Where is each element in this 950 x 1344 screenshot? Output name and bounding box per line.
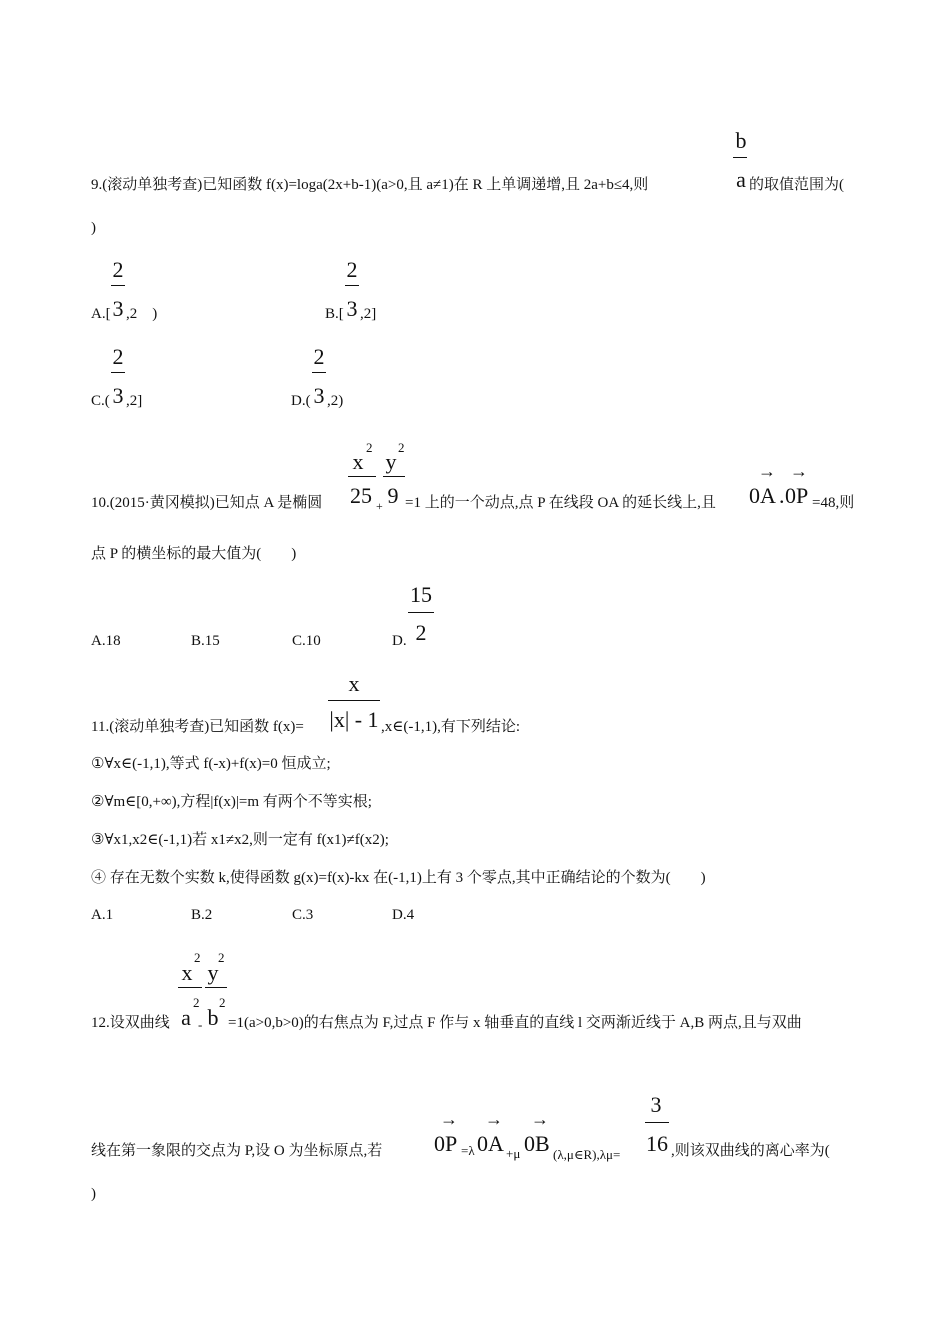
q9-text: 9.(滚动单独考查)已知函数 f(x)=loga(2x+b-1)(a>0,且 a≠1)在 R 上单调递增,且 2a+b≤4,则 <box>91 177 649 193</box>
q10-mid: =1 上的一个动点,点 P 在线段 OA 的延长线上,且 <box>405 495 716 511</box>
q10-vec2-arrow: → <box>790 461 808 481</box>
q10-f2-exp: 2 <box>398 440 405 455</box>
q12-line2-prefix: 线在第一象限的交点为 P,设 O 为坐标原点,若 <box>91 1143 383 1159</box>
q9-optA-num: 2 <box>112 257 124 282</box>
q11-statement-1: ①∀x∈(-1,1),等式 f(-x)+f(x)=0 恒成立; <box>91 756 331 772</box>
q9-optD-den: 3 <box>313 383 325 408</box>
q12-plus-mu: +μ <box>506 1146 521 1161</box>
q12-f1-den-exp: 2 <box>193 995 200 1010</box>
q12-frac-den: 16 <box>646 1131 668 1156</box>
q10-end: =48,则 <box>812 495 855 511</box>
q12-f2-den: b <box>207 1005 219 1030</box>
q12-mid: =1(a>0,b>0)的右焦点为 F,过点 F 作与 x 轴垂直的直线 l 交两渐近线于 A,B 两点,且与双曲 <box>228 1015 802 1031</box>
q9-optB-den: 3 <box>346 296 358 321</box>
q12-f1-exp: 2 <box>194 950 201 965</box>
q10-f2-num: y <box>385 449 397 474</box>
q10-optD-den: 2 <box>415 620 427 645</box>
q12-cond: (λ,μ∈R),λμ= <box>553 1147 621 1162</box>
q12-end: ,则该双曲线的离心率为( <box>671 1143 830 1159</box>
q10-f1-bar <box>348 476 376 477</box>
q10-f1-den: 25 <box>350 483 372 508</box>
q11-frac-num: x <box>348 671 360 696</box>
q10-f1-exp: 2 <box>366 440 373 455</box>
q9-optA-den: 3 <box>112 296 124 321</box>
q11-option-d: D.4 <box>392 907 415 923</box>
q12-minus: - <box>198 1017 203 1032</box>
q9-frac-numerator: b <box>735 128 747 153</box>
q12-vec-p: 0P <box>434 1131 458 1156</box>
q11-option-b: B.2 <box>191 907 213 923</box>
q12-eq-lambda: =λ <box>461 1143 475 1158</box>
q9-optC-bar <box>111 372 125 373</box>
q10-vec2: 0P <box>785 483 809 508</box>
q10-plus: + <box>376 499 383 513</box>
q11-statement-2: ②∀m∈[0,+∞),方程|f(x)|=m 有两个不等实根; <box>91 794 372 810</box>
q9-option-d-suffix: ,2) <box>327 393 344 409</box>
q12-f1-num: x <box>181 960 193 985</box>
q12-frac-bar <box>645 1122 669 1123</box>
q9-optD-bar <box>312 372 326 373</box>
q9-option-a-prefix: A.[ <box>91 306 111 322</box>
q10-option-b: B.15 <box>191 633 220 649</box>
q9-optB-bar <box>345 285 359 286</box>
q10-prefix: 10.(2015·黄冈模拟)已知点 A 是椭圆 <box>91 495 323 511</box>
q11-frac-bar <box>328 700 380 701</box>
q12-f1-bar <box>178 987 202 988</box>
q12-f2-bar <box>205 987 227 988</box>
q11-suffix: ,x∈(-1,1),有下列结论: <box>381 719 521 735</box>
q12-f2-exp: 2 <box>218 950 225 965</box>
q9-option-b-prefix: B.[ <box>325 306 344 322</box>
q11-frac-den: |x| - 1 <box>329 707 379 732</box>
q12-line3: ) <box>91 1186 96 1202</box>
q11-prefix: 11.(滚动单独考查)已知函数 f(x)= <box>91 719 304 735</box>
q12-f2-den-exp: 2 <box>219 995 226 1010</box>
q10-f2-bar <box>383 476 405 477</box>
q10-dot: . <box>779 483 785 508</box>
q9-optC-num: 2 <box>112 344 124 369</box>
q11-statement-3: ③∀x1,x2∈(-1,1)若 x1≠x2,则一定有 f(x1)≠f(x2); <box>91 832 389 848</box>
q12-vec-b-arrow: → <box>531 1109 549 1129</box>
q9-option-c-suffix: ,2] <box>126 393 143 409</box>
q10-optD-bar <box>408 612 434 613</box>
q12-f2-num: y <box>207 960 219 985</box>
q12-prefix: 12.设双曲线 <box>91 1015 170 1031</box>
q10-option-d-prefix: D. <box>392 633 407 649</box>
q11-option-c: C.3 <box>292 907 314 923</box>
q12-f1-den: a <box>181 1005 191 1030</box>
q9-text-after: 的取值范围为( <box>749 177 844 193</box>
q12-vec-a: 0A <box>477 1131 504 1156</box>
q10-line2: 点 P 的横坐标的最大值为( ) <box>91 546 297 562</box>
q9-frac-bar <box>733 157 747 158</box>
q9-option-b-suffix: ,2] <box>360 306 377 322</box>
q9-optC-den: 3 <box>112 383 124 408</box>
q10-optD-num: 15 <box>410 582 432 607</box>
q9-option-a-suffix: ,2 ) <box>126 306 158 322</box>
q10-vec1: 0A <box>749 483 776 508</box>
q9-text-line2: ) <box>91 220 96 236</box>
q12-vec-a-arrow: → <box>485 1109 503 1129</box>
q9-optB-num: 2 <box>346 257 358 282</box>
q12-frac-num: 3 <box>650 1092 662 1117</box>
q9-option-c-prefix: C.( <box>91 393 110 409</box>
q12-vec-p-arrow: → <box>440 1109 458 1129</box>
q10-f1-num: x <box>352 449 364 474</box>
q10-f2-den: 9 <box>387 483 399 508</box>
q10-vec1-arrow: → <box>758 461 776 481</box>
q9-option-d-prefix: D.( <box>291 393 311 409</box>
q11-option-a: A.1 <box>91 907 114 923</box>
q9-optA-bar <box>111 285 125 286</box>
q10-option-c: C.10 <box>292 633 321 649</box>
q9-optD-num: 2 <box>313 344 325 369</box>
q10-option-a: A.18 <box>91 633 121 649</box>
q11-statement-4: ④ 存在无数个实数 k,使得函数 g(x)=f(x)-kx 在(-1,1)上有 3 个零点,其中正确结论的个数为( ) <box>91 870 706 886</box>
q9-frac-denominator: a <box>736 167 746 192</box>
q12-vec-b: 0B <box>524 1131 550 1156</box>
